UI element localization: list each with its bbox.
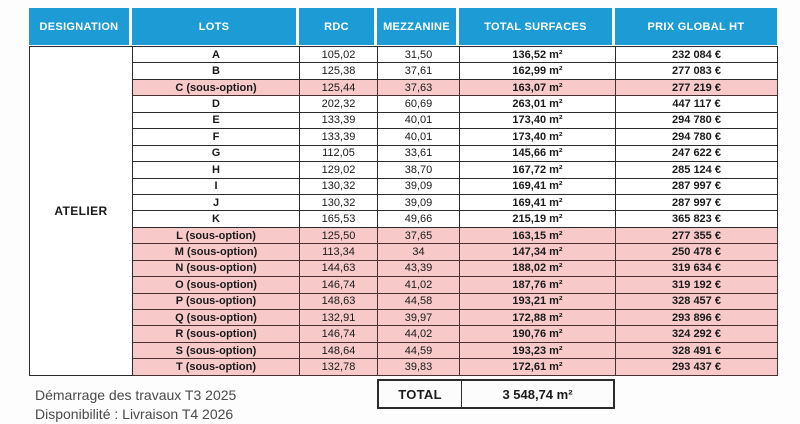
cell-lot: L (sous-option) xyxy=(133,227,300,243)
cell-prix: 294 780 € xyxy=(616,112,778,128)
cell-total_surfaces: 173,40 m² xyxy=(460,129,616,145)
table-row xyxy=(30,63,778,79)
cell-lot: F xyxy=(133,129,300,145)
cell-prix: 294 780 € xyxy=(616,129,778,145)
cell-rdc: 144,63 xyxy=(300,260,378,276)
table-row xyxy=(30,211,778,227)
cell-rdc: 125,38 xyxy=(300,63,378,79)
cell-total_surfaces: 162,99 m² xyxy=(460,63,616,79)
table-row xyxy=(30,145,778,161)
cell-mezzanine: 44,58 xyxy=(378,293,460,309)
cell-rdc: 125,50 xyxy=(300,227,378,243)
cell-rdc: 130,32 xyxy=(300,178,378,194)
cell-prix: 365 823 € xyxy=(616,211,778,227)
cell-total_surfaces: 173,40 m² xyxy=(460,112,616,128)
cell-total_surfaces: 147,34 m² xyxy=(460,244,616,260)
cell-rdc: 105,02 xyxy=(300,47,378,63)
table-row xyxy=(30,326,778,342)
cell-mezzanine: 44,02 xyxy=(378,326,460,342)
cell-lot: K xyxy=(133,211,300,227)
availability-note: Disponibilité : Livraison T4 2026 xyxy=(35,405,234,422)
cell-prix: 324 292 € xyxy=(616,326,778,342)
cell-prix: 293 896 € xyxy=(616,310,778,326)
cell-rdc: 113,34 xyxy=(300,244,378,260)
table-row xyxy=(30,310,778,326)
cell-mezzanine: 39,09 xyxy=(378,178,460,194)
cell-lot: P (sous-option) xyxy=(133,293,300,309)
cell-total_surfaces: 187,76 m² xyxy=(460,277,616,293)
cell-rdc: 130,32 xyxy=(300,194,378,210)
cell-prix: 287 997 € xyxy=(616,178,778,194)
table-row xyxy=(30,112,778,128)
table-row xyxy=(30,47,778,63)
column-header-prix-global-ht: PRIX GLOBAL HT xyxy=(615,8,777,45)
table-row xyxy=(30,342,778,358)
lots-table xyxy=(29,46,778,376)
cell-mezzanine: 49,66 xyxy=(378,211,460,227)
cell-lot: H xyxy=(133,162,300,178)
table-row xyxy=(30,227,778,243)
table-row xyxy=(30,178,778,194)
cell-lot: I xyxy=(133,178,300,194)
column-header-lots: LOTS xyxy=(132,8,296,45)
cell-lot: R (sous-option) xyxy=(133,326,300,342)
column-header-designation: DESIGNATION xyxy=(29,8,129,45)
cell-total_surfaces: 172,88 m² xyxy=(460,310,616,326)
table-row xyxy=(30,129,778,145)
cell-lot: D xyxy=(133,96,300,112)
table-row xyxy=(30,260,778,276)
cell-prix: 285 124 € xyxy=(616,162,778,178)
cell-lot: N (sous-option) xyxy=(133,260,300,276)
table-row xyxy=(30,162,778,178)
cell-lot: C (sous-option) xyxy=(133,79,300,95)
cell-mezzanine: 60,69 xyxy=(378,96,460,112)
cell-rdc: 133,39 xyxy=(300,129,378,145)
cell-prix: 250 478 € xyxy=(616,244,778,260)
cell-mezzanine: 43,39 xyxy=(378,260,460,276)
cell-rdc: 132,91 xyxy=(300,310,378,326)
cell-prix: 247 622 € xyxy=(616,145,778,161)
cell-prix: 232 084 € xyxy=(616,47,778,63)
cell-lot: M (sous-option) xyxy=(133,244,300,260)
cell-lot: J xyxy=(133,194,300,210)
total-surface-value: 3 548,74 m² xyxy=(461,381,613,407)
cell-mezzanine: 37,65 xyxy=(378,227,460,243)
cell-rdc: 129,02 xyxy=(300,162,378,178)
cell-prix: 277 355 € xyxy=(616,227,778,243)
table-header-row xyxy=(29,8,777,45)
designation-cell: ATELIER xyxy=(30,47,133,376)
cell-rdc: 133,39 xyxy=(300,112,378,128)
cell-rdc: 146,74 xyxy=(300,277,378,293)
cell-total_surfaces: 215,19 m² xyxy=(460,211,616,227)
cell-total_surfaces: 167,72 m² xyxy=(460,162,616,178)
table-row xyxy=(30,359,778,376)
cell-lot: B xyxy=(133,63,300,79)
cell-lot: S (sous-option) xyxy=(133,342,300,358)
cell-total_surfaces: 169,41 m² xyxy=(460,194,616,210)
cell-lot: O (sous-option) xyxy=(133,277,300,293)
cell-total_surfaces: 145,66 m² xyxy=(460,145,616,161)
cell-prix: 328 457 € xyxy=(616,293,778,309)
cell-lot: E xyxy=(133,112,300,128)
start-of-works-note: Démarrage des travaux T3 2025 xyxy=(35,387,237,403)
cell-total_surfaces: 188,02 m² xyxy=(460,260,616,276)
cell-mezzanine: 34 xyxy=(378,244,460,260)
cell-mezzanine: 31,50 xyxy=(378,47,460,63)
cell-total_surfaces: 193,23 m² xyxy=(460,342,616,358)
cell-prix: 277 083 € xyxy=(616,63,778,79)
cell-lot: A xyxy=(133,47,300,63)
total-row xyxy=(377,379,615,409)
table-row xyxy=(30,293,778,309)
cell-mezzanine: 39,09 xyxy=(378,194,460,210)
table-row xyxy=(30,244,778,260)
cell-lot: T (sous-option) xyxy=(133,359,300,376)
total-label: TOTAL xyxy=(398,386,442,402)
cell-mezzanine: 37,63 xyxy=(378,79,460,95)
cell-rdc: 146,74 xyxy=(300,326,378,342)
cell-total_surfaces: 163,15 m² xyxy=(460,227,616,243)
column-header-mezzanine: MEZZANINE xyxy=(377,8,456,45)
cell-total_surfaces: 136,52 m² xyxy=(460,47,616,63)
cell-prix: 319 192 € xyxy=(616,277,778,293)
footer-notes xyxy=(35,386,236,424)
table-row xyxy=(30,194,778,210)
cell-prix: 328 491 € xyxy=(616,342,778,358)
table-row xyxy=(30,277,778,293)
cell-rdc: 202,32 xyxy=(300,96,378,112)
cell-mezzanine: 40,01 xyxy=(378,129,460,145)
cell-total_surfaces: 169,41 m² xyxy=(460,178,616,194)
cell-total_surfaces: 190,76 m² xyxy=(460,326,616,342)
table-row xyxy=(30,96,778,112)
cell-rdc: 132,78 xyxy=(300,359,378,376)
cell-prix: 319 634 € xyxy=(616,260,778,276)
cell-lot: G xyxy=(133,145,300,161)
cell-total_surfaces: 163,07 m² xyxy=(460,79,616,95)
cell-prix: 293 437 € xyxy=(616,359,778,376)
cell-mezzanine: 39,83 xyxy=(378,359,460,376)
cell-mezzanine: 39,97 xyxy=(378,310,460,326)
cell-mezzanine: 37,61 xyxy=(378,63,460,79)
cell-rdc: 148,63 xyxy=(300,293,378,309)
cell-rdc: 148,64 xyxy=(300,342,378,358)
cell-mezzanine: 40,01 xyxy=(378,112,460,128)
cell-mezzanine: 44,59 xyxy=(378,342,460,358)
cell-prix: 447 117 € xyxy=(616,96,778,112)
cell-mezzanine: 38,70 xyxy=(378,162,460,178)
cell-total_surfaces: 193,21 m² xyxy=(460,293,616,309)
cell-prix: 277 219 € xyxy=(616,79,778,95)
cell-lot: Q (sous-option) xyxy=(133,310,300,326)
table-row xyxy=(30,79,778,95)
column-header-total-surfaces: TOTAL SURFACES xyxy=(459,8,612,45)
cell-prix: 287 997 € xyxy=(616,194,778,210)
table-body xyxy=(30,47,778,376)
cell-total_surfaces: 263,01 m² xyxy=(460,96,616,112)
cell-rdc: 125,44 xyxy=(300,79,378,95)
cell-mezzanine: 41,02 xyxy=(378,277,460,293)
cell-mezzanine: 33,61 xyxy=(378,145,460,161)
cell-rdc: 165,53 xyxy=(300,211,378,227)
cell-total_surfaces: 172,61 m² xyxy=(460,359,616,376)
column-header-rdc: RDC xyxy=(299,8,374,45)
cell-rdc: 112,05 xyxy=(300,145,378,161)
